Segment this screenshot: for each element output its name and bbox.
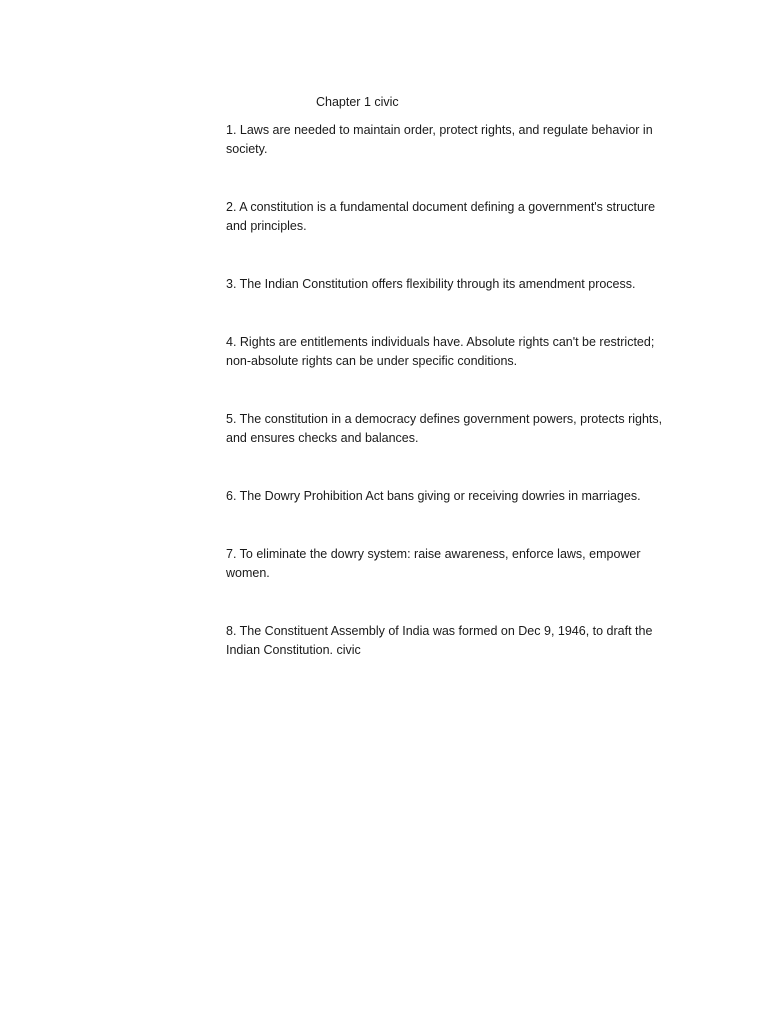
note-item-5: 5. The constitution in a democracy defines government powers, protects rights, and ensures checks and balances. [226, 412, 663, 445]
note-item-1: 1. Laws are needed to maintain order, protect rights, and regulate behavior in society. [226, 123, 653, 156]
note-item-2: 2. A constitution is a fundamental document defining a government's structure and principles. [226, 200, 656, 233]
note-item-6: 6. The Dowry Prohibition Act bans giving or receiving dowries in marriages. [226, 489, 641, 503]
note-item-8: 8. The Constituent Assembly of India was formed on Dec 9, 1946, to draft the Indian Constitution. civic [226, 624, 653, 657]
note-item-4: 4. Rights are entitlements individuals have. Absolute rights can't be restricted; non-absolute rights can be under specific conditions. [226, 335, 655, 368]
note-item-7: 7. To eliminate the dowry system: raise awareness, enforce laws, empower women. [226, 547, 641, 580]
note-item-3: 3. The Indian Constitution offers flexibility through its amendment process. [226, 277, 636, 291]
note-list [226, 121, 678, 660]
page-title: Chapter 1 civic [316, 95, 399, 109]
